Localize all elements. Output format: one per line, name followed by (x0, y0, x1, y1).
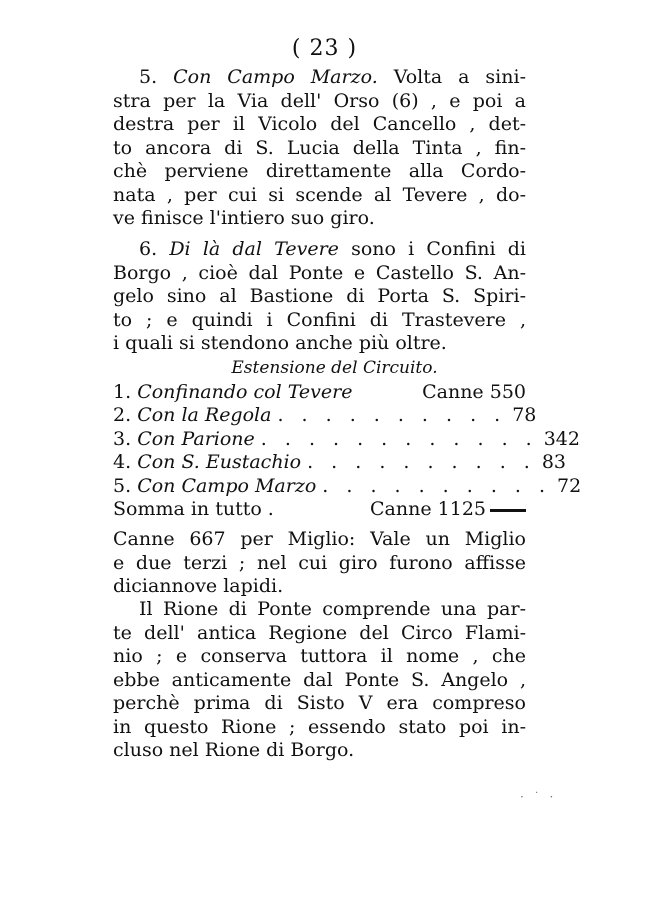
para5-line-1: 5. Con Campo Marzo. Volta a sini- (139, 66, 526, 88)
closing-line-1: Il Rione di Ponte comprende una par- (139, 598, 526, 620)
closing-line-2: te dell' antica Regione del Circo Flami- (113, 621, 526, 644)
note-line-1: Canne 667 per Miglio: Vale un Miglio (113, 528, 526, 550)
closing-line-3: nio ; e conserva tuttora il nome , che (113, 645, 526, 667)
circuit-table (113, 357, 582, 522)
paragraph-5 (113, 66, 526, 231)
para5-line-7: ve finisce l'intiero suo giro. (113, 207, 375, 229)
circuit-row: 3. Con Parione . . . . . . . . . . . . 342 (113, 427, 580, 450)
circuit-row: 4. Con S. Eustachio . . . . . . . . . . 83 (113, 451, 567, 473)
para5-line-6: nata , per cui si scende al Tevere , do- (113, 183, 526, 206)
note-line-2: e due terzi ; nel cui giro furono affisse (113, 551, 526, 574)
rule-dash (490, 509, 526, 512)
note-line-3: diciannove lapidi. (113, 575, 284, 597)
para6-line-5: i quali si stendono anche più oltre. (113, 332, 447, 354)
closing-line-5: perchè prima di Sisto V era compreso (113, 692, 526, 714)
closing-paragraph (113, 598, 526, 763)
para5-line-5: chè perviene direttamente alla Cordo- (113, 160, 526, 182)
circuit-total: Somma in tutto . Canne 1125 (113, 498, 526, 522)
circuit-row: 1. Confinando col Tevere Canne 550 (113, 380, 526, 403)
circuit-row: 2. Con la Regola . . . . . . . . . . 78 (113, 404, 537, 426)
para6-line-4: to ; e quindi i Confini di Trastevere , (113, 308, 526, 331)
para6-line-2: Borgo , cioè dal Ponte e Castello S. An- (113, 261, 526, 284)
paper-specks: · ˙ · (520, 790, 557, 804)
para5-line-2: stra per la Via dell' Orso (6) , e poi a (113, 89, 526, 112)
paragraph-6 (113, 238, 526, 356)
closing-line-7: cluso nel Rione di Borgo. (113, 739, 355, 761)
para5-title: Con Campo Marzo. (173, 66, 378, 88)
note-paragraph (113, 528, 526, 599)
para5-line-3: destra per il Vicolo del Cancello , det- (113, 113, 526, 135)
circuit-row: 5. Con Campo Marzo . . . . . . . . . . 72 (113, 474, 582, 497)
para6-title: Di là dal Tevere (169, 238, 339, 260)
para5-line-4: to ancora di S. Lucia della Tinta , fin- (113, 136, 526, 159)
page-number: ( 23 ) (291, 36, 358, 61)
closing-line-6: in questo Rione ; essendo stato poi in- (113, 715, 526, 738)
closing-line-4: ebbe anticamente dal Ponte S. Angelo , (113, 668, 526, 691)
para6-line-1: 6. Di là dal Tevere sono i Confini di (139, 238, 526, 260)
circuit-heading: Estensione del Circuito. (231, 358, 438, 378)
para6-line-3: gelo sino al Bastione di Porta S. Spiri- (113, 285, 526, 307)
